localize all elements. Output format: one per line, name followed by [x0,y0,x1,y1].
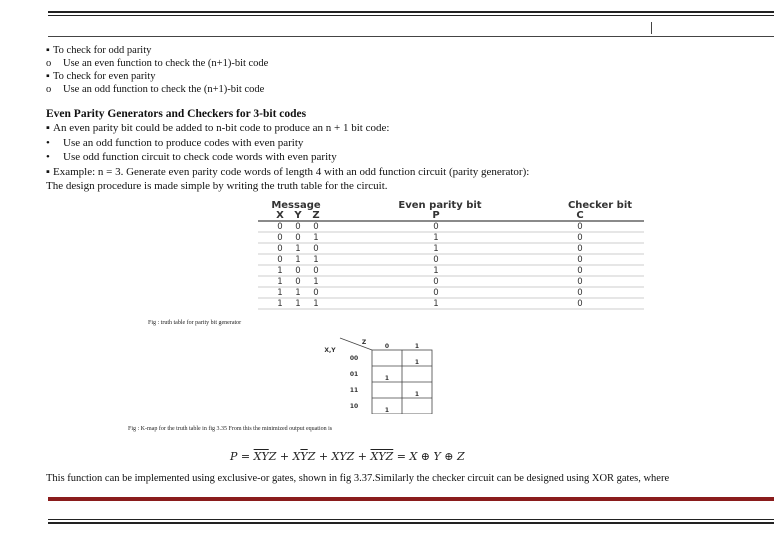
truth-table-cell: 1 [313,233,319,243]
kmap-col-header: 1 [414,343,420,350]
kmap [310,336,450,414]
truth-table-cell: 1 [433,233,439,243]
kmap-cell: 1 [384,407,390,414]
truth-table-column-header: X [276,210,284,221]
truth-table-cell: 0 [277,255,283,265]
truth-table-cell: 0 [313,222,319,232]
note-odd-parity-detail: o Use an even function to check the (n+1)-bit code [46,58,269,69]
truth-table-cell: 1 [295,288,301,298]
truth-table-cell: 0 [313,266,319,276]
truth-table-cell: 1 [277,299,283,309]
truth-table-column-header: P [432,210,440,221]
truth-table-cell: 1 [433,244,439,254]
bottom-rule-thick [48,522,774,524]
footer-red-bar [48,497,774,501]
section-line: • Use an odd function to produce codes with even parity [46,137,304,149]
truth-table-group-header: Even parity bit [398,200,482,211]
header-tick [651,22,652,34]
section-line: ▪ An even parity bit could be added to n-bit code to produce an n + 1 bit code: [46,122,390,134]
note-odd-parity: ▪ To check for odd parity [46,45,152,56]
truth-table-cell: 0 [295,233,301,243]
truth-table-cell: 1 [277,288,283,298]
truth-table-cell: 0 [295,222,301,232]
truth-table-cell: 0 [433,277,439,287]
truth-table-figure [258,198,644,312]
truth-table-cell: 0 [577,288,583,298]
truth-table-cell: 1 [313,277,319,287]
top-rule-thin [48,15,774,16]
kmap-caption: Fig : K-map for the truth table in fig 3.35 From this the minimized output equation is [128,426,333,432]
kmap-cell: 1 [414,391,420,398]
kmap-cell: 1 [384,375,390,382]
bottom-rule-thin [48,519,774,520]
truth-table-cell: 0 [433,288,439,298]
truth-table-cell: 1 [295,244,301,254]
parity-equation: $P = \overline{XY}Z + X\overline{Y}Z$ + XYZ + $\overline{XYZ} = X$ ⊕ Y ⊕ Z [230,450,465,463]
truth-table-cell: 1 [433,299,439,309]
truth-table-cell: 0 [577,277,583,287]
truth-table-caption: Fig : truth table for parity bit generator [148,320,242,326]
kmap-row-header: 11 [349,387,359,394]
truth-table-cell: 0 [577,233,583,243]
note-even-parity-detail: o Use an odd function to check the (n+1)-bit code [46,84,265,95]
kmap-row-header: 10 [349,403,359,410]
kmap-row-header: 00 [349,355,359,362]
kmap-col-header: 0 [384,343,390,350]
kmap-col-var: Z [361,339,367,346]
truth-table-group-header: Checker bit [567,200,633,211]
section-title: Even Parity Generators and Checkers for 3-bit codes [46,108,307,120]
truth-table-cell: 0 [295,277,301,287]
truth-table-column-header: Y [294,210,302,221]
truth-table-cell: 1 [277,266,283,276]
kmap-row-header: 01 [349,371,359,378]
truth-table-cell: 0 [295,266,301,276]
truth-table-cell: 0 [313,244,319,254]
truth-table-cell: 0 [577,244,583,254]
truth-table-cell: 0 [277,233,283,243]
truth-table-cell: 0 [433,255,439,265]
truth-table-cell: 1 [277,277,283,287]
truth-table-column-header: Z [312,210,320,221]
section-line: ▪ Example: n = 3. Generate even parity code words of length 4 with an odd function circuit (parity generator): [46,166,530,178]
kmap-cell: 1 [414,359,420,366]
kmap-diagonal [340,338,372,350]
kmap-row-var: X,Y [324,347,336,354]
truth-table-cell: 0 [433,222,439,232]
truth-table-cell: 0 [577,299,583,309]
kmap-figure [310,336,450,414]
truth-table [258,198,644,312]
truth-table-cell: 0 [313,288,319,298]
top-rule-thick [48,11,774,13]
truth-table-cell: 1 [295,299,301,309]
footer-text: This function can be implemented using exclusive-or gates, shown in fig 3.37.Similarly the checker circuit can be designed using XOR gates, where [46,473,670,484]
section-line: The design procedure is made simple by writing the truth table for the circuit. [46,180,388,192]
truth-table-cell: 1 [313,299,319,309]
truth-table-cell: 0 [277,244,283,254]
truth-table-cell: 1 [433,266,439,276]
truth-table-cell: 0 [277,222,283,232]
truth-table-cell: 0 [577,266,583,276]
truth-table-cell: 1 [313,255,319,265]
truth-table-cell: 1 [295,255,301,265]
note-even-parity: ▪ To check for even parity [46,71,156,82]
header-bottom-rule [48,36,774,37]
section-line: • Use odd function circuit to check code words with even parity [46,151,337,163]
truth-table-cell: 0 [577,255,583,265]
truth-table-group-header: Message [271,200,321,211]
truth-table-cell: 0 [577,222,583,232]
truth-table-column-header: C [576,210,584,221]
